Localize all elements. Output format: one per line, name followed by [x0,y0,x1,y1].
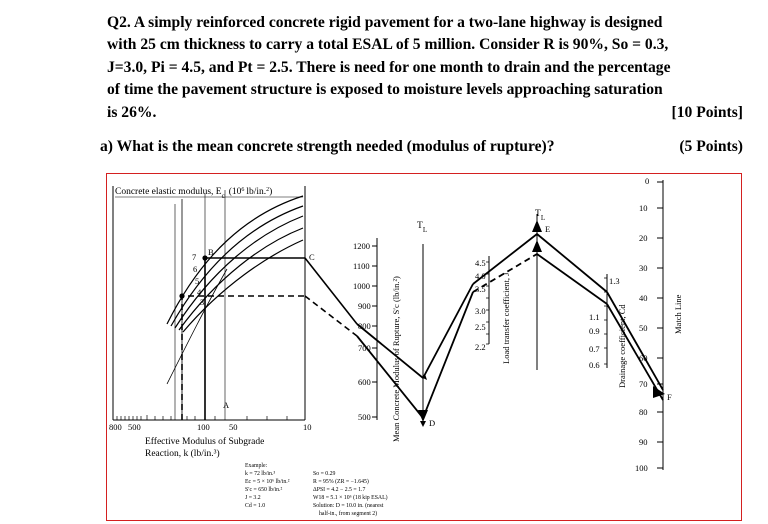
example-item: Cd = 1.0 [245,503,266,509]
question-points: [10 Points] [671,103,743,121]
subquestion-text: a) What is the mean concrete strength needed (modulus of rupture)? [100,138,555,155]
question-line: with 25 cm thickness to carry a total ESAL of 5 million. Consider R is 90%, So = 0.3, [107,36,669,54]
example-item: So = 0.29 [313,471,336,477]
question-last-line [107,102,743,124]
ml-tick: 100 [635,463,648,473]
point-d-marker [418,410,428,422]
ml-tick: 50 [639,323,648,333]
point-label-e: E [545,224,551,234]
curve-label-6: 6 [193,264,198,274]
ec-axis-title: Concrete elastic modulus, $E_c$ ($10^6$ lb/in.$^2$) [115,187,273,200]
point-marker [423,374,427,380]
sc-tick: 700 [358,343,371,353]
example-item: half-in., from segment 2) [319,511,378,517]
point-marker [532,240,542,252]
ml-tick: 40 [639,293,648,303]
j-tick: 2.2 [475,342,486,352]
curve-label-3: 3 [200,297,205,307]
sc-axis-label: Mean Concrete Modulus of Rupture, S′c (lb/in.²) [391,276,401,442]
question-line: Q2. A simply reinforced concrete rigid pavement for a two-lane highway is designed [107,14,663,31]
solution-line [607,292,663,390]
cd-axis-label: Drainage coefficient, Cd [617,304,627,388]
j-tick: 4.5 [475,258,486,268]
question-line: of time the pavement structure is exposed to moisture levels approaching saturation [107,81,663,99]
tl-label-1: $T_L$ [417,221,428,234]
point-label-a: A [223,400,230,410]
j-tick: 3.0 [475,306,486,316]
cd-tick: 0.7 [589,344,600,354]
question-text [107,12,743,124]
solution-line [357,292,473,418]
curve-label-5: 5 [195,276,200,286]
match-line-axis [635,176,663,473]
ml-tick: 10 [639,203,648,213]
ml-tick: 60 [639,353,648,363]
subquestion [100,138,743,156]
curve-label-7: 7 [192,252,197,262]
example-item: S′c = 650 lb/in.² [245,487,283,493]
example-item: Solution: D = 10.0 in. (nearest [313,503,384,509]
solution-line [537,234,607,292]
nomograph-svg [107,174,742,521]
example-item: J = 3.2 [245,495,261,501]
sc-tick: 1200 [353,241,370,251]
solution-line [607,304,663,400]
k-axis-label: Effective Modulus of Subgrade [145,437,265,447]
cd-axis [589,274,620,370]
sc-tick: 900 [358,301,371,311]
cd-tick: 0.9 [589,326,600,336]
ml-tick: 90 [639,437,648,447]
sc-tick: 500 [358,412,371,422]
example-item: W18 = 5.1 × 10⁶ (18 kip ESAL) [313,495,388,501]
k-tick: 100 [197,422,210,432]
solution-line [537,254,607,304]
k-tick: 500 [128,422,141,432]
point-label-c: C [309,252,315,262]
j-tick: 4.0 [475,271,486,281]
j-axis-label: Load transfer coefficient, J [501,272,511,364]
match-line-label: Match Line [673,294,683,334]
k-tick: 50 [229,422,238,432]
ml-tick: 70 [639,379,648,389]
k-tick: 10 [303,422,312,432]
solution-line [357,284,473,378]
sc-tick: 1000 [353,281,370,291]
solution-line [305,258,357,324]
sc-tick: 1100 [353,261,370,271]
example-item: R = 95% (ZR = −1.645) [313,479,369,485]
example-item: k = 72 lb/in.³ [245,471,276,477]
design-nomograph-figure [106,173,742,521]
example-block [245,463,388,517]
ml-tick: 0 [645,176,650,186]
sc-tick: 600 [358,377,371,387]
example-item: ΔPSI = 4.2 − 2.5 = 1.7 [313,487,366,493]
k-axis-label: Reaction, k (lb/in.³) [145,449,220,459]
cd-tick: 1.3 [609,276,620,286]
subquestion-points: (5 Points) [679,138,743,155]
ml-tick: 20 [639,233,648,243]
cd-tick: 0.6 [589,360,600,370]
example-item: Ec = 5 × 10⁶ lb/in.² [245,479,290,485]
k-tick: 800 [109,422,122,432]
point-label-f: F [667,392,672,402]
point-label-b: B [208,247,214,257]
question-line: is 26%. [107,103,157,121]
j-tick: 3.5 [475,284,486,294]
j-tick: 2.5 [475,322,486,332]
example-line [305,296,357,336]
tl-label-2: $T_L$ [535,209,546,222]
cd-tick: 1.1 [589,312,600,322]
j-axis [475,256,489,352]
example-title: Example: [245,463,268,469]
question-line: J=3.0, Pi = 4.5, and Pt = 2.5. There is need for one month to drain and the percentage [107,58,671,76]
point-label-d: D [429,418,436,428]
sc-tick: 800 [358,321,371,331]
ml-tick: 30 [639,263,648,273]
k-ec-panel [113,186,305,420]
curve-label-4: 4 [197,287,202,297]
ml-tick: 80 [639,407,648,417]
